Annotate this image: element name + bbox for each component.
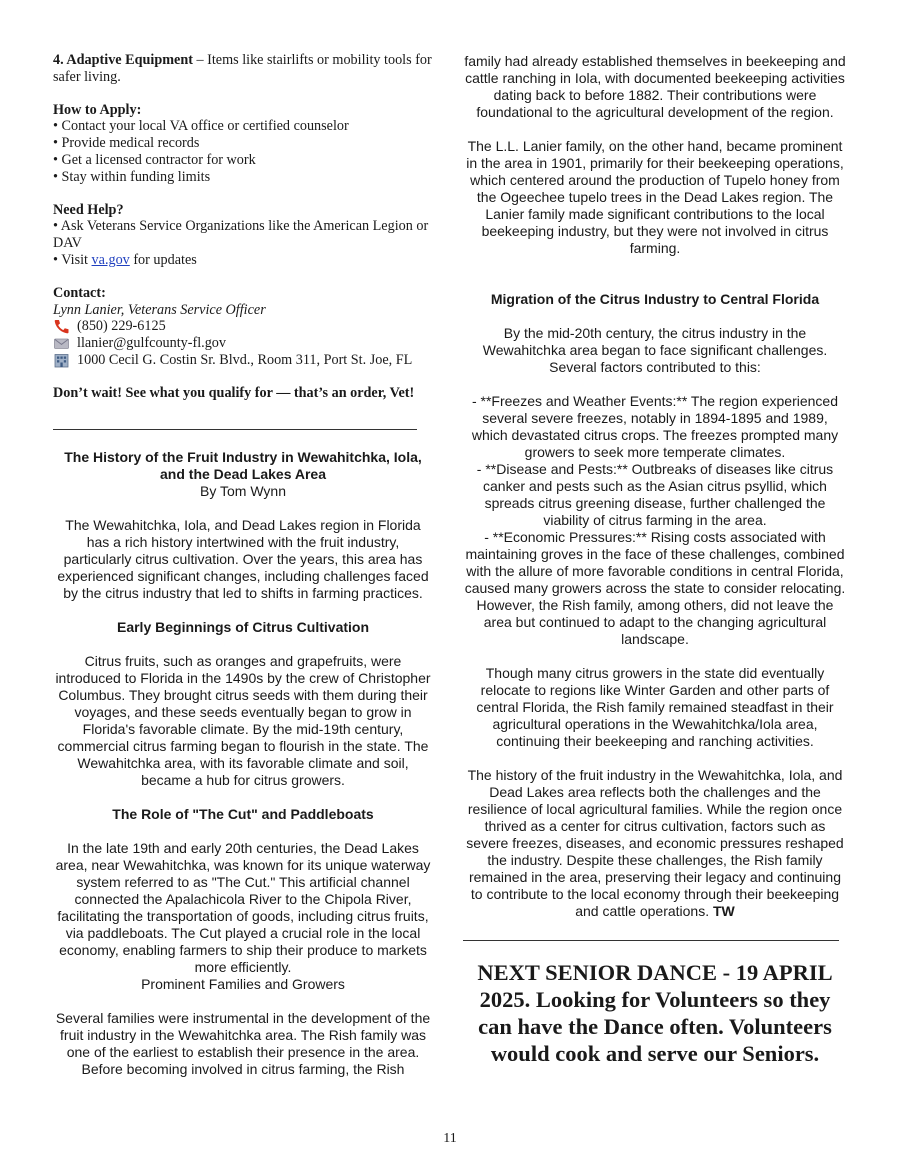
contact-phone-row (53, 318, 433, 335)
contact-heading: Contact: (53, 284, 106, 301)
apply-step-2: • Provide medical records (53, 135, 200, 152)
building-icon (53, 353, 70, 368)
conclusion-text: The history of the fruit industry in the Wewahitchka, Iola, and Dead Lakes area reflects both the challenges and the resilience of local agricultural families. While the region once thrived as a center for citrus cultivation, factors such as severe freezes, diseases, and economic pressures reshaped the industry. Despite these challenges, the Rish family remained in the area, preserving their legacy and continuing to contribute to the local economy through their beekeeping and cattle operations. (466, 767, 844, 919)
the-cut-heading: The Role of "The Cut" and Paddleboats (112, 805, 374, 822)
adaptive-equipment-text: – Items like stairlifts or mobility tools for safer living. (53, 52, 432, 85)
need-help-heading: Need Help? (53, 201, 124, 218)
author-signature: TW (713, 903, 735, 919)
contact-email-row (53, 335, 433, 352)
left-column (53, 52, 433, 1078)
help-item-vso: • Ask Veterans Service Organizations like the American Legion or DAV (53, 218, 429, 252)
rish-family-continued: family had already established themselves in beekeeping and cattle ranching in Iola, with documented beekeeping activities dating back to before 1882. Their contributions were foundational to the agricultural development of the region. (464, 53, 846, 120)
conclusion-paragraph (463, 767, 847, 920)
relocation-paragraph: Though many citrus growers in the state did eventually relocate to regions like Winter Garden and other parts of central Florida, the Rish family remained steadfast in their agricultural operations in the Wewahitchka/Iola area, continuing their beekeeping and ranching activities. (476, 665, 834, 749)
contact-email: llanier@gulfcounty-fl.gov (77, 335, 226, 352)
article-title: The History of the Fruit Industry in Wewahitchka, Iola, and the Dead Lakes Area (64, 448, 422, 482)
adaptive-equipment-item (53, 52, 433, 86)
va-gov-link[interactable]: va.gov (91, 251, 130, 268)
migration-heading: Migration of the Citrus Industry to Central Florida (490, 291, 820, 307)
article-byline: By Tom Wynn (200, 482, 286, 499)
contact-name: Lynn Lanier, Veterans Service Officer (53, 301, 266, 318)
right-column (463, 53, 847, 1067)
help-visit-prefix: • Visit (53, 251, 92, 268)
factor-disease: - **Disease and Pests:** Outbreaks of diseases like citrus canker and pests such as the Asian citrus psyllid, which spreads citrus greening disease, further challenged the viability of citrus farming in the area. (476, 461, 834, 528)
contact-address-row (53, 352, 433, 369)
migration-intro: By the mid-20th century, the citrus industry in the Wewahitchka area began to face significant challenges. Several factors contributed to this: (482, 325, 828, 375)
article-intro: The Wewahitchka, Iola, and Dead Lakes region in Florida has a rich history intertwined with the fruit industry, particularly citrus cultivation. Over the years, this area has experienced significant changes, including challenges faced by the citrus industry that led to shifts in farming practices. (57, 516, 429, 601)
help-visit-suffix: for updates (129, 251, 197, 268)
apply-step-1: • Contact your local VA office or certified counselor (53, 118, 349, 135)
lanier-family-paragraph: The L.L. Lanier family, on the other hand, became prominent in the area in 1901, primarily for their beekeeping operations, which centered around the production of Tupelo honey from the Ogeechee tupelo trees in the Dead Lakes region. The Lanier family made significant contributions to the local beekeeping industry, but they were not involved in citrus farming. (466, 138, 844, 256)
contact-phone: (850) 229-6125 (77, 318, 166, 335)
factor-freezes: - **Freezes and Weather Events:** The region experienced several severe freezes, notably in 1894-1895 and 1989, which devastated citrus crops. The freezes prompted many growers to seek more temperate climates. (471, 393, 839, 460)
the-cut-body: In the late 19th and early 20th centuries, the Dead Lakes area, near Wewahitchka, was known for its unique waterway system referred to as "The Cut." This artificial channel connected the Apalachicola River to the Chipola River, facilitating the transportation of goods, including citrus fruits, via paddleboats. The Cut played a crucial role in the local economy, enabling farmers to ship their produce to markets more efficiently. (55, 839, 431, 975)
early-beginnings-heading: Early Beginnings of Citrus Cultivation (116, 618, 370, 635)
prominent-families-body: Several families were instrumental in the development of the fruit industry in the Wewahitchka area. The Rish family was one of the earliest to establish their presence in the area. Before becoming involved in citrus farming, the Rish (55, 1009, 431, 1077)
factor-economic: - **Economic Pressures:** Rising costs associated with maintaining groves in the face of these challenges, combined with the allure of more favorable conditions in central Florida, caused many growers across the state to consider relocating. However, the Rish family, among others, did not leave the area but continued to adapt to the changing agricultural landscape. (464, 529, 846, 647)
adaptive-equipment-heading: 4. Adaptive Equipment (53, 52, 193, 68)
apply-step-4: • Stay within funding limits (53, 168, 211, 185)
page-number: 11 (443, 1131, 457, 1146)
envelope-icon (53, 336, 70, 351)
how-to-apply-heading: How to Apply: (53, 101, 142, 118)
senior-dance-announcement: NEXT SENIOR DANCE - 19 APRIL 2025. Looking for Volunteers so they can have the Dance often. Volunteers would cook and serve our Seniors. (477, 960, 833, 1066)
fruit-history-article (53, 449, 433, 1078)
early-beginnings-body: Citrus fruits, such as oranges and grapefruits, were introduced to Florida in the 1490s by the crew of Christopher Columbus. They brought citrus seeds with them during their voyages, and these seeds eventually began to grow in Florida's favorable climate. By the mid-19th century, commercial citrus farming began to flourish in the state. The Wewahitchka area, with its favorable climate and soil, became a hub for citrus growers. (55, 652, 431, 788)
fruit-history-continued (463, 53, 847, 920)
prominent-families-heading: Prominent Families and Growers (141, 975, 345, 992)
veterans-benefits-section (53, 52, 433, 402)
phone-icon (53, 319, 70, 334)
veterans-cta: Don’t wait! See what you qualify for — that’s an order, Vet! (53, 384, 415, 401)
contact-address: 1000 Cecil G. Costin Sr. Blvd., Room 311, Port St. Joe, FL (77, 351, 413, 368)
help-item-visit (53, 252, 433, 269)
apply-step-3: • Get a licensed contractor for work (53, 151, 256, 168)
